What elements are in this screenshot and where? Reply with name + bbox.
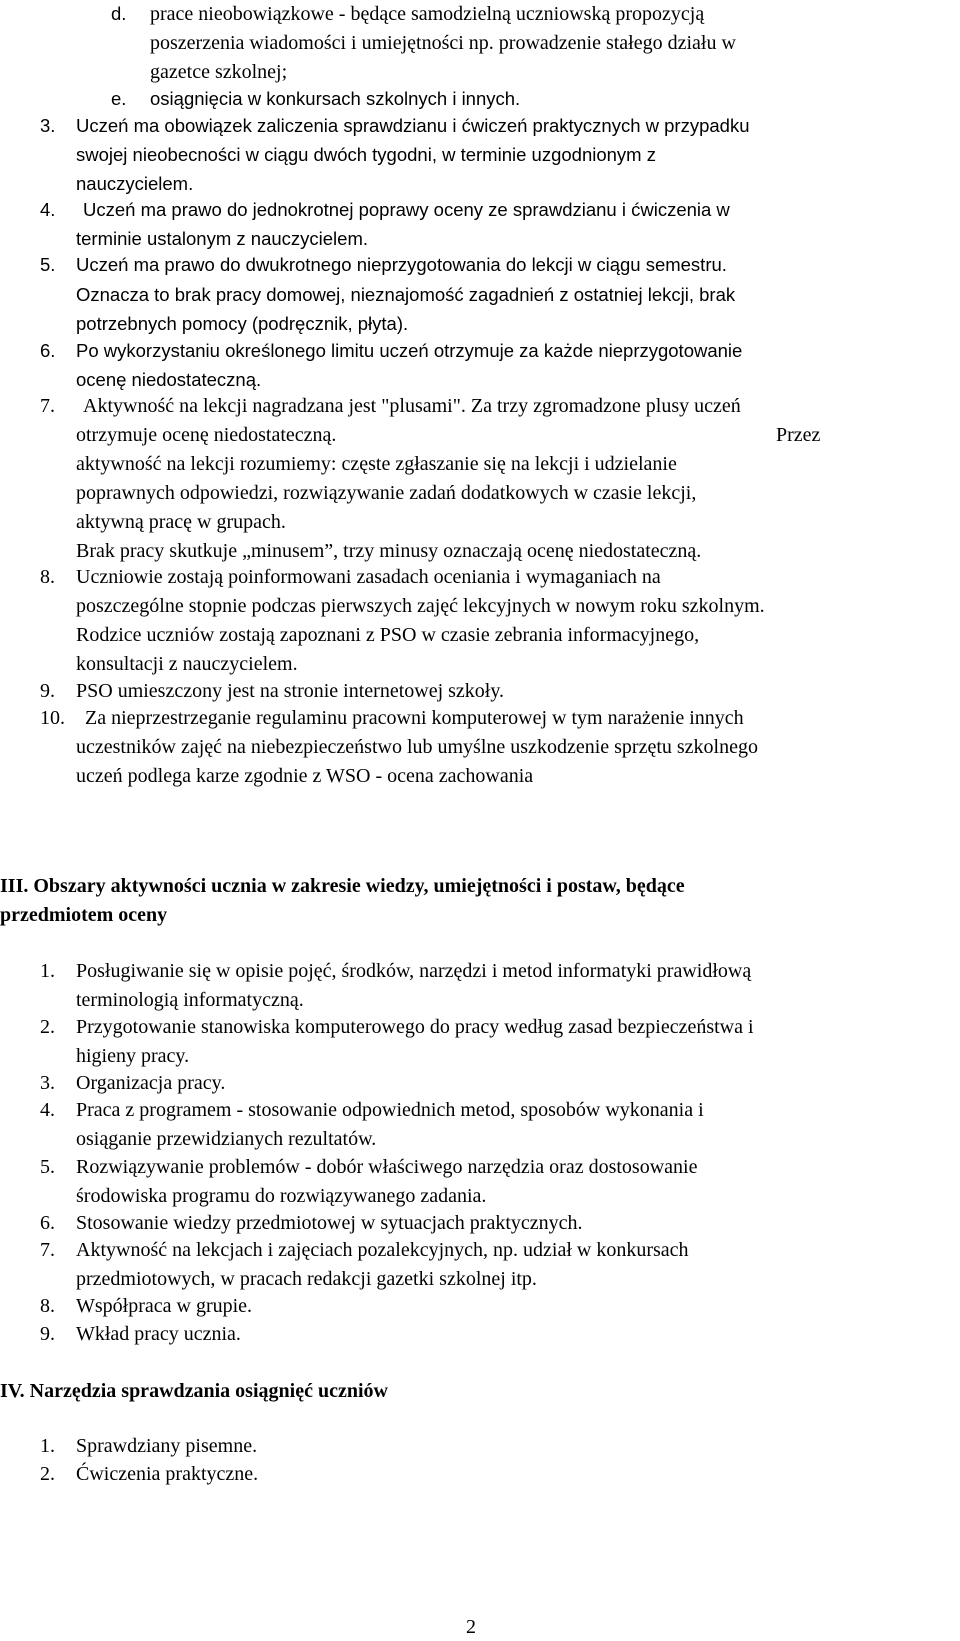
list-item-line: Współpraca w grupie. bbox=[76, 1295, 253, 1317]
list-item-line: Aktywność na lekcjach i zajęciach pozalekcyjnych, np. udział w konkursach bbox=[76, 1239, 689, 1261]
list-item-line: uczestników zajęć na niebezpieczeństwo lub umyślne uszkodzenie sprzętu szkolnego bbox=[76, 736, 758, 758]
list-item-line: Ćwiczenia praktyczne. bbox=[76, 1463, 259, 1485]
list-item-line: Organizacja pracy. bbox=[76, 1072, 226, 1094]
list-marker: 4. bbox=[40, 1099, 55, 1121]
list-item-line: otrzymuje ocenę niedostateczną. bbox=[76, 424, 337, 446]
list-item-line: Uczeń ma prawo do dwukrotnego nieprzygotowania do lekcji w ciągu semestru. bbox=[76, 254, 727, 275]
list-marker: 1. bbox=[40, 1435, 55, 1457]
list-item-line: Przygotowanie stanowiska komputerowego do pracy według zasad bezpieczeństwa i bbox=[76, 1016, 754, 1038]
section-heading: IV. Narzędzia sprawdzania osiągnięć uczniów bbox=[0, 1380, 388, 1402]
list-item-line: Oznacza to brak pracy domowej, nieznajomość zagadnień z ostatniej lekcji, brak bbox=[76, 284, 736, 305]
list-marker: d. bbox=[111, 3, 127, 24]
list-marker: 6. bbox=[40, 1212, 55, 1234]
list-item-line: Uczeń ma obowiązek zaliczenia sprawdzianu i ćwiczeń praktycznych w przypadku bbox=[76, 115, 750, 136]
list-marker: 2. bbox=[40, 1016, 55, 1038]
list-item-line: Wkład pracy ucznia. bbox=[76, 1323, 241, 1345]
list-item-line: PSO umieszczony jest na stronie internetowej szkoły. bbox=[76, 680, 505, 702]
list-marker: 3. bbox=[40, 115, 56, 136]
list-marker: e. bbox=[111, 88, 127, 109]
list-item-line: poszczególne stopnie podczas pierwszych zajęć lekcyjnych w nowym roku szkolnym. bbox=[76, 595, 765, 617]
list-item-line: Rodzice uczniów zostają zapoznani z PSO w czasie zebrania informacyjnego, bbox=[76, 624, 700, 646]
section-heading: III. Obszary aktywności ucznia w zakresie wiedzy, umiejętności i postaw, będące bbox=[0, 875, 685, 897]
list-marker: 8. bbox=[40, 566, 55, 588]
list-item-line: Stosowanie wiedzy przedmiotowej w sytuacjach praktycznych. bbox=[76, 1212, 583, 1234]
list-item-line: poszerzenia wiadomości i umiejętności np. prowadzenie stałego działu w bbox=[150, 32, 736, 54]
list-item-line: Po wykorzystaniu określonego limitu uczeń otrzymuje za każde nieprzygotowanie bbox=[76, 340, 743, 361]
list-item-line: higieny pracy. bbox=[76, 1045, 190, 1067]
list-item-line: gazetce szkolnej; bbox=[150, 61, 288, 83]
list-item-line: swojej nieobecności w ciągu dwóch tygodni, w terminie uzgodnionym z bbox=[76, 144, 656, 165]
list-item-line: Brak pracy skutkuje „minusem”, trzy minusy oznaczają ocenę niedostateczną. bbox=[76, 540, 702, 562]
list-marker: 1. bbox=[40, 960, 55, 982]
list-item-line: poprawnych odpowiedzi, rozwiązywanie zadań dodatkowych w czasie lekcji, bbox=[76, 482, 697, 504]
list-item-line: terminie ustalonym z nauczycielem. bbox=[76, 228, 368, 249]
list-item-line: prace nieobowiązkowe - będące samodzielną uczniowską propozycją bbox=[150, 3, 705, 25]
list-item-line: uczeń podlega karze zgodnie z WSO - ocena zachowania bbox=[76, 765, 534, 787]
list-marker: 2. bbox=[40, 1463, 55, 1485]
list-item-line: osiąganie przewidzianych rezultatów. bbox=[76, 1128, 377, 1150]
list-item-line: konsultacji z nauczycielem. bbox=[76, 653, 298, 675]
list-marker: 5. bbox=[40, 1156, 55, 1178]
list-marker: 4. bbox=[40, 199, 56, 220]
page-number: 2 bbox=[466, 1616, 476, 1638]
list-item-line: Posługiwanie się w opisie pojęć, środków, narzędzi i metod informatyki prawidłową bbox=[76, 960, 752, 982]
list-marker: 9. bbox=[40, 680, 55, 702]
list-item-line: Rozwiązywanie problemów - dobór właściwego narzędzia oraz dostosowanie bbox=[76, 1156, 698, 1178]
list-item-line: potrzebnych pomocy (podręcznik, płyta). bbox=[76, 313, 409, 334]
list-item-line: przedmiotowych, w pracach redakcji gazetki szkolnej itp. bbox=[76, 1268, 537, 1290]
list-item-line: Praca z programem - stosowanie odpowiednich metod, sposobów wykonania i bbox=[76, 1099, 704, 1121]
list-marker: 5. bbox=[40, 254, 56, 275]
list-item-line: Aktywność na lekcji nagradzana jest "plusami". Za trzy zgromadzone plusy uczeń bbox=[83, 395, 741, 417]
list-item-line: Przez bbox=[776, 424, 821, 446]
list-item-line: nauczycielem. bbox=[76, 173, 194, 194]
list-item-line: terminologią informatyczną. bbox=[76, 989, 304, 1011]
list-item-line: środowiska programu do rozwiązywanego zadania. bbox=[76, 1185, 487, 1207]
list-marker: 3. bbox=[40, 1072, 55, 1094]
list-marker: 6. bbox=[40, 340, 56, 361]
list-item-line: ocenę niedostateczną. bbox=[76, 369, 262, 390]
list-marker: 10. bbox=[40, 707, 65, 729]
list-item-line: Uczeń ma prawo do jednokrotnej poprawy oceny ze sprawdzianu i ćwiczenia w bbox=[83, 199, 730, 220]
list-marker: 8. bbox=[40, 1295, 55, 1317]
list-marker: 7. bbox=[40, 395, 55, 417]
list-item-line: Za nieprzestrzeganie regulaminu pracowni komputerowej w tym narażenie innych bbox=[85, 707, 744, 729]
list-marker: 9. bbox=[40, 1323, 55, 1345]
list-marker: 7. bbox=[40, 1239, 55, 1261]
list-item-line: osiągnięcia w konkursach szkolnych i innych. bbox=[150, 88, 521, 109]
section-heading: przedmiotem oceny bbox=[0, 904, 168, 926]
list-item-line: aktywność na lekcji rozumiemy: częste zgłaszanie się na lekcji i udzielanie bbox=[76, 453, 677, 475]
list-item-line: aktywną pracę w grupach. bbox=[76, 511, 286, 533]
list-item-line: Sprawdziany pisemne. bbox=[76, 1435, 258, 1457]
list-item-line: Uczniowie zostają poinformowani zasadach oceniania i wymaganiach na bbox=[76, 566, 661, 588]
